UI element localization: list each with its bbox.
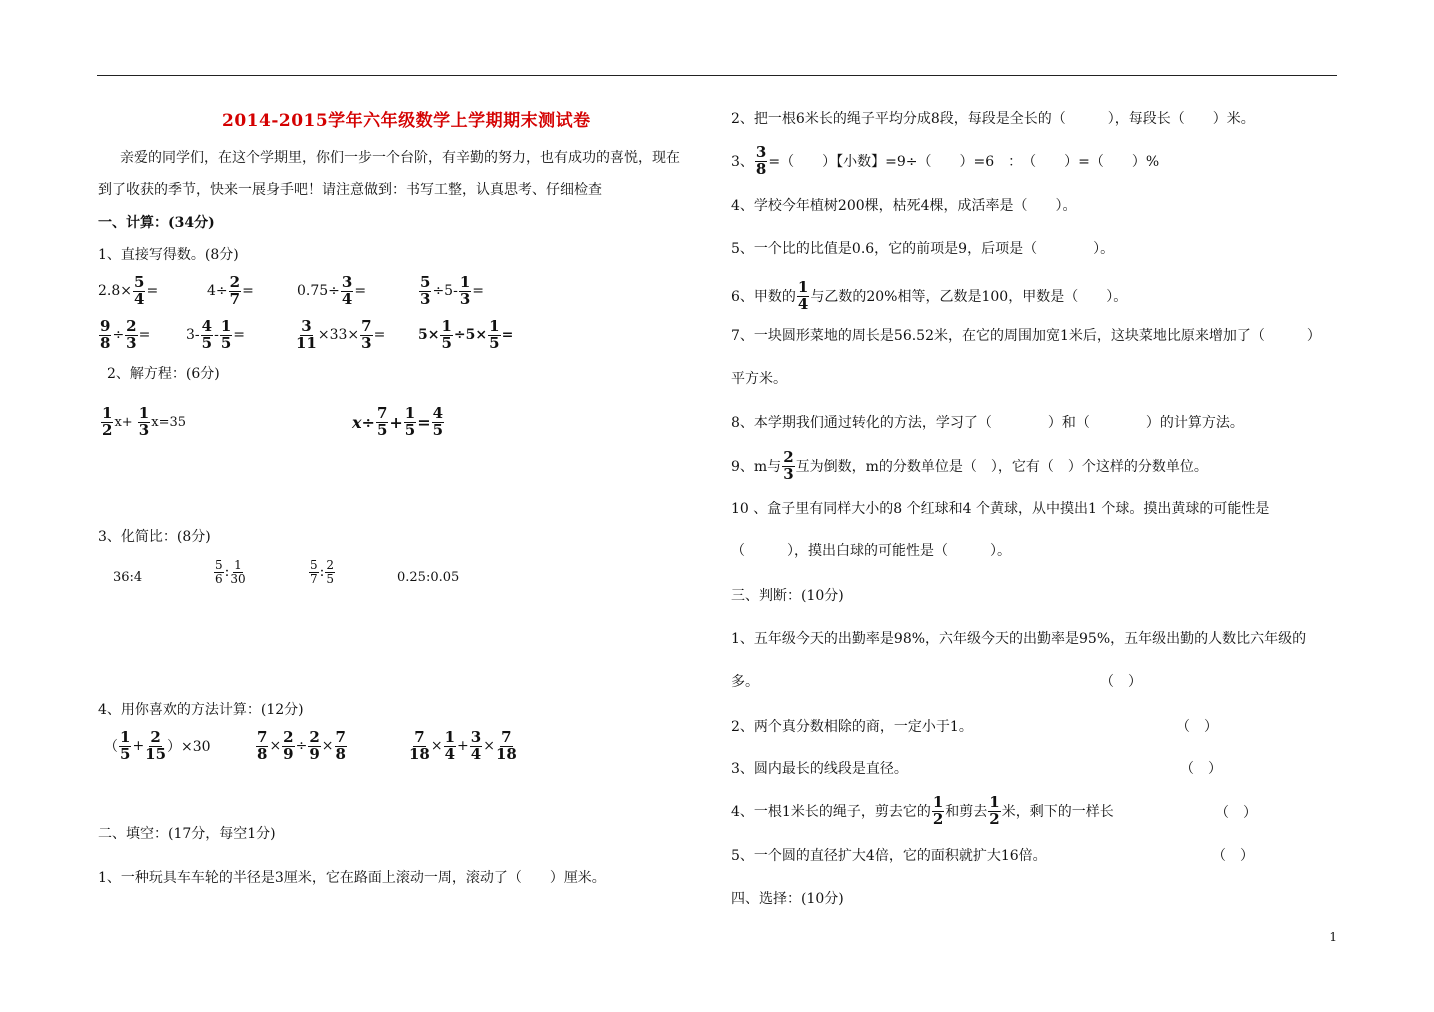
fill-q9: 9、m与 $\frac{2}{3}$ 互为倒数，m的分数单位是（ ），它有（ ）个这样的分数单位。 xyxy=(731,448,1208,483)
fill-q3-prefix: 3、 xyxy=(731,154,754,171)
fill-q2: 2、把一根6米长的绳子平均分成8段，每段是全长的（ ），每段长（ ）米。 xyxy=(731,111,1255,127)
judge-q1-a: 1、五年级今天的出勤率是98%，六年级今天的出勤率是95%，五年级出勤的人数比六年级的 xyxy=(731,631,1307,647)
q1-expr-3: 0.75÷ $\frac{3}{4}$ = xyxy=(297,273,367,308)
q3-ratio-1: 36:4 xyxy=(113,570,143,585)
fill-q4: 4、学校今年植树200棵，枯死4棵，成活率是（ ）。 xyxy=(731,198,1077,214)
fill-q3: 3、 $\frac{3}{8}$ =（ ）【小数】=9÷（ ）=6 ： （ ）=（ ）% xyxy=(731,143,1160,178)
section3-heading: 三、判断：(10分) xyxy=(731,588,844,604)
fill-q6-text: 与乙数的20%相等，乙数是100，甲数是（ ）。 xyxy=(810,289,1128,306)
fill-q6: 6、甲数的 $\frac{1}{4}$ 与乙数的20%相等，乙数是100，甲数是（ ）。 xyxy=(731,278,1128,313)
q4-expr-1: （ $\frac{1}{5}$ + $\frac{2}{15}$ ）×30 xyxy=(104,728,211,763)
q4-label: 4、用你喜欢的方法计算：(12分) xyxy=(98,702,304,718)
fill-q3-text: =（ ）【小数】=9÷（ ）=6 ： （ ）=（ ）% xyxy=(768,154,1160,171)
q4-expr-2: $\frac{7}{8}$ × $\frac{2}{9}$ ÷ $\frac{2}{9}$ × $\frac{7}{8}$ xyxy=(257,728,346,763)
q3-ratio-2: $\frac{5}{6}$ : $\frac{1}{30}$ xyxy=(215,558,246,586)
section2-heading: 二、填空：(17分，每空1分) xyxy=(98,826,276,842)
judge-q5-answer: （ ） xyxy=(1212,848,1254,864)
judge-q4-b: 和剪去 xyxy=(945,804,988,821)
fill-q9-prefix: 9、m与 xyxy=(731,459,782,476)
fill-q6-prefix: 6、甲数的 xyxy=(731,289,796,306)
fill-q10-b: （ ），摸出白球的可能性是（ ）。 xyxy=(731,543,1011,559)
fill-q9-text: 互为倒数，m的分数单位是（ ），它有（ ）个这样的分数单位。 xyxy=(795,459,1208,476)
judge-q2-answer: （ ） xyxy=(1176,719,1218,735)
judge-q4-a: 4、一根1米长的绳子，剪去它的 xyxy=(731,804,931,821)
q2-equation-1: $\frac{1}{2}$ x+ $\frac{1}{3}$ x=35 xyxy=(102,404,187,439)
q1-expr-1: 2.8× $\frac{5}{4}$ = xyxy=(98,273,159,308)
fill-q8: 8、本学期我们通过转化的方法，学习了（ ）和（ ）的计算方法。 xyxy=(731,415,1244,431)
q1-expr-2: 4÷ $\frac{2}{7}$ = xyxy=(207,273,254,308)
intro-line-2: 到了收获的季节，快来一展身手吧！请注意做到：书写工整，认真思考、仔细检查 xyxy=(98,182,602,198)
fill-q7-a: 7、一块圆形菜地的周长是56.52米，在它的周围加宽1米后，这块菜地比原来增加了（ ） xyxy=(731,328,1321,344)
judge-q2: 2、两个真分数相除的商，一定小于1。 xyxy=(731,719,973,735)
q3-ratio-3: $\frac{5}{7}$ : $\frac{2}{5}$ xyxy=(310,558,334,586)
judge-q3-answer: （ ） xyxy=(1180,761,1222,777)
q1-expr-7: $\frac{3}{11}$ ×33× $\frac{7}{3}$ = xyxy=(296,317,386,352)
section4-heading: 四、选择：(10分) xyxy=(731,891,844,907)
section1-heading: 一、计算：(34分) xyxy=(98,215,215,231)
judge-q1-b: 多。 xyxy=(731,674,759,690)
fill-q5: 5、一个比的比值是0.6，它的前项是9，后项是（ ）。 xyxy=(731,241,1115,257)
q1-label: 1、直接写得数。(8分) xyxy=(98,247,239,263)
judge-q5: 5、一个圆的直径扩大4倍，它的面积就扩大16倍。 xyxy=(731,848,1047,864)
q4-expr-3: $\frac{7}{18}$ × $\frac{1}{4}$ + $\frac{3}{4}$ × $\frac{7}{18}$ xyxy=(409,728,517,763)
judge-q1-answer: （ ） xyxy=(1100,674,1142,690)
page-title: 2014-2015学年六年级数学上学期期末测试卷 xyxy=(222,111,591,131)
intro-line-1: 亲爱的同学们，在这个学期里，你们一步一个台阶，有辛勤的努力，也有成功的喜悦，现在 xyxy=(120,150,680,166)
judge-q4-answer: （ ） xyxy=(1215,805,1257,821)
fill-q1: 1、一种玩具车车轮的半径是3厘米，它在路面上滚动一周，滚动了（ ）厘米。 xyxy=(98,870,606,886)
fill-q10-a: 10 、盒子里有同样大小的8 个红球和4 个黄球，从中摸出1 个球。摸出黄球的可能性是 xyxy=(731,501,1270,517)
q2-label: 2、解方程：(6分) xyxy=(107,366,220,382)
judge-q4: 4、一根1米长的绳子，剪去它的 $\frac{1}{2}$ 和剪去 $\frac{1}{2}$ 米，剩下的一样长 xyxy=(731,793,1114,828)
q3-label: 3、化简比：(8分) xyxy=(98,529,211,545)
q1-expr-4: $\frac{5}{3}$ ÷5- $\frac{1}{3}$ = xyxy=(420,273,484,308)
q3-ratio-4: 0.25:0.05 xyxy=(397,570,460,585)
q2-equation-2: x ÷ $\frac{7}{5}$ + $\frac{1}{5}$ = $\frac{4}{5}$ xyxy=(352,404,444,439)
q1-expr-6: 3- $\frac{4}{5}$ - $\frac{1}{5}$ = xyxy=(186,317,245,352)
judge-q4-c: 米，剩下的一样长 xyxy=(1001,804,1114,821)
page-number: 1 xyxy=(1329,930,1337,944)
fill-q7-b: 平方米。 xyxy=(731,371,787,387)
q1-expr-8: 5× $\frac{1}{5}$ ÷5× $\frac{1}{5}$ = xyxy=(418,317,514,352)
header-rule xyxy=(97,75,1337,76)
q1-expr-5: $\frac{9}{8}$ ÷ $\frac{2}{3}$ = xyxy=(100,317,151,352)
judge-q3: 3、圆内最长的线段是直径。 xyxy=(731,761,908,777)
